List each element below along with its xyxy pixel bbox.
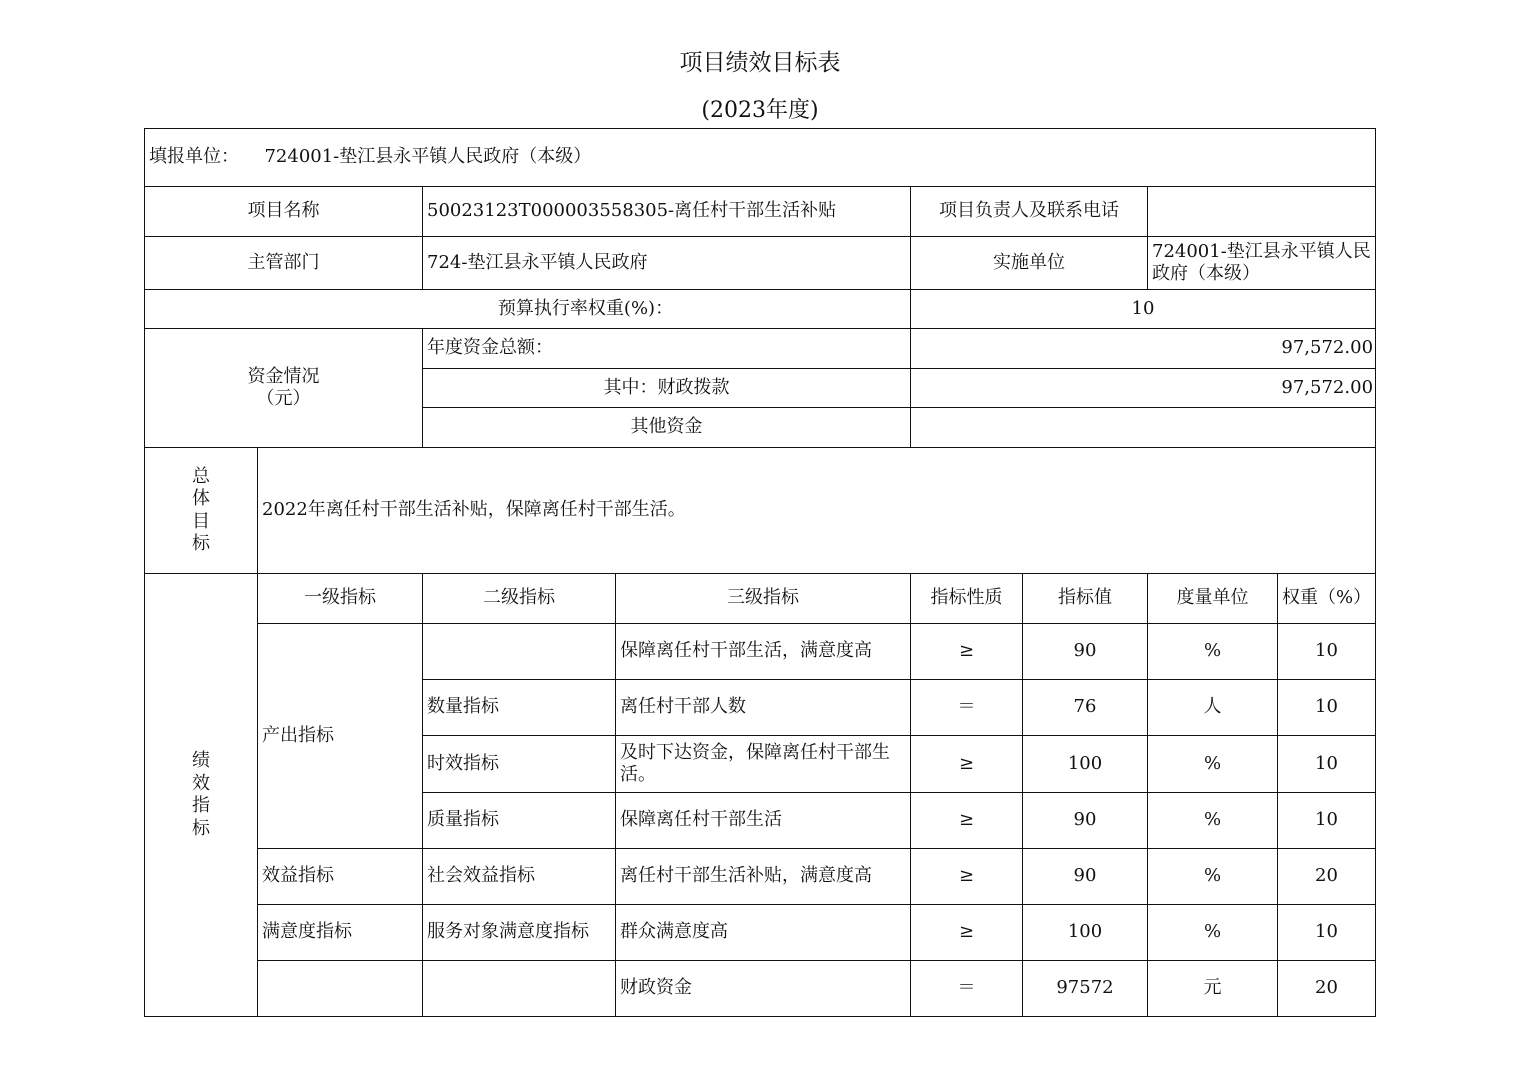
funds-fiscal-label: 其中：财政拨款 [423,369,911,408]
indicator-label-char: 标 [192,817,210,839]
funds-total-label: 年度资金总额： [423,329,911,369]
project-name-value: 50023123T000003558305-离任村干部生活补贴 [423,187,911,237]
weight-cell: 20 [1278,961,1376,1017]
value-cell: 90 [1023,849,1148,905]
funds-label [145,329,423,448]
reporting-unit-row [145,129,1376,187]
unit-cell: % [1148,793,1278,849]
dept-value: 724-垫江县永平镇人民政府 [423,237,911,290]
unit-cell: 人 [1148,680,1278,736]
level2-cell: 时效指标 [423,736,616,793]
table-row [145,905,1376,961]
project-owner-value [1148,187,1376,237]
nature-cell: ≥ [911,624,1023,680]
budget-weight-label: 预算执行率权重(%)： [145,290,911,329]
weight-cell: 20 [1278,849,1376,905]
indicator-label-char: 效 [192,772,210,794]
header-value: 指标值 [1023,574,1148,624]
reporting-unit-label: 填报单位： [149,146,239,168]
value-cell: 90 [1023,624,1148,680]
page-title: 项目绩效目标表 [679,50,841,76]
level3-cell: 群众满意度高 [616,905,911,961]
level2-cell [423,624,616,680]
project-name-label: 项目名称 [145,187,423,237]
weight-cell: 10 [1278,680,1376,736]
table-row [145,849,1376,905]
nature-cell: ≥ [911,736,1023,793]
header-weight: 权重（%） [1278,574,1376,624]
benefit-indicator-label: 效益指标 [258,849,423,905]
nature-cell: ＝ [911,961,1023,1017]
table-row [145,624,1376,680]
funds-other-label: 其他资金 [423,408,911,448]
unit-cell: % [1148,849,1278,905]
weight-cell: 10 [1278,793,1376,849]
header-level1: 一级指标 [258,574,423,624]
value-cell: 97572 [1023,961,1148,1017]
unit-cell: % [1148,736,1278,793]
indicator-label-char: 绩 [192,750,210,771]
table-row [145,961,1376,1017]
value-cell: 100 [1023,905,1148,961]
overall-goal-text: 2022年离任村干部生活补贴，保障离任村干部生活。 [258,448,1376,574]
project-owner-label: 项目负责人及联系电话 [911,187,1148,237]
dept-label: 主管部门 [145,237,423,290]
impl-unit-value: 724001-垫江县永平镇人民政府（本级） [1148,237,1376,290]
weight-cell: 10 [1278,736,1376,793]
weight-cell: 10 [1278,624,1376,680]
funds-other-value [911,408,1376,448]
goal-label-char: 标 [192,533,210,554]
nature-cell: ≥ [911,793,1023,849]
overall-goal-label [145,448,258,574]
performance-target-table [144,128,1376,1017]
level3-cell: 财政资金 [616,961,911,1017]
indicator-label-char: 指 [192,795,210,816]
satisfaction-indicator-label: 满意度指标 [258,905,423,961]
unit-cell: % [1148,624,1278,680]
performance-indicators-label [145,574,258,1017]
funds-fiscal-value: 97,572.00 [911,369,1376,408]
level1-cell [258,961,423,1017]
level3-cell: 离任村干部生活补贴，满意度高 [616,849,911,905]
level2-cell [423,961,616,1017]
page-subtitle-year: (2023年度) [701,98,819,123]
level2-cell: 质量指标 [423,793,616,849]
nature-cell: ≥ [911,905,1023,961]
funds-total-value: 97,572.00 [911,329,1376,369]
weight-cell: 10 [1278,905,1376,961]
header-unit: 度量单位 [1148,574,1278,624]
level2-cell: 社会效益指标 [423,849,616,905]
nature-cell: ＝ [911,680,1023,736]
nature-cell: ≥ [911,849,1023,905]
reporting-unit-value: 724001-垫江县永平镇人民政府（本级） [264,146,592,168]
level2-cell: 数量指标 [423,680,616,736]
unit-cell: % [1148,905,1278,961]
output-indicator-label: 产出指标 [258,624,423,849]
header-level2: 二级指标 [423,574,616,624]
header-nature: 指标性质 [911,574,1023,624]
funds-label-line2: （元） [256,388,311,409]
level3-cell: 保障离任村干部生活，满意度高 [616,624,911,680]
funds-label-line1: 资金情况 [247,365,320,387]
goal-label-char: 目 [192,510,210,532]
level3-cell: 保障离任村干部生活 [616,793,911,849]
value-cell: 100 [1023,736,1148,793]
budget-weight-value: 10 [911,290,1376,329]
goal-label-char: 总 [192,465,210,487]
impl-unit-label: 实施单位 [911,237,1148,290]
goal-label-char: 体 [192,488,210,509]
level3-cell: 离任村干部人数 [616,680,911,736]
unit-cell: 元 [1148,961,1278,1017]
value-cell: 90 [1023,793,1148,849]
level2-cell: 服务对象满意度指标 [423,905,616,961]
level3-cell: 及时下达资金，保障离任村干部生活。 [616,736,911,793]
header-level3: 三级指标 [616,574,911,624]
value-cell: 76 [1023,680,1148,736]
